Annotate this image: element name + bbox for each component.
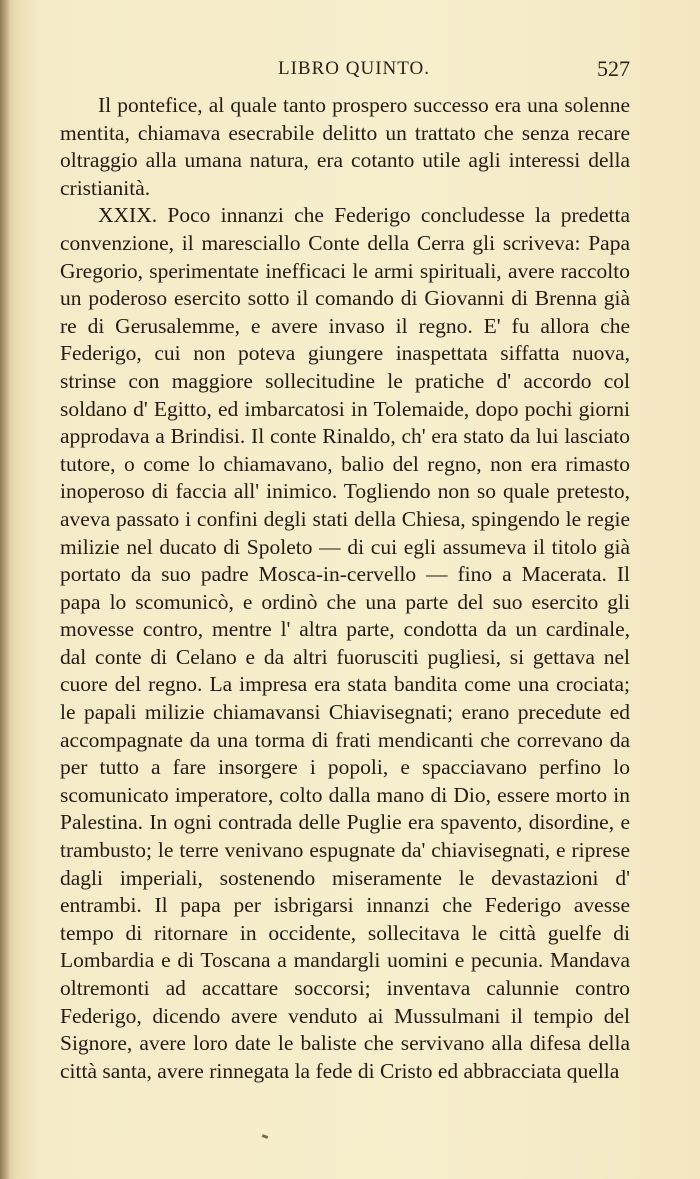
body-text (60, 92, 630, 1085)
paragraph-xxix: XXIX. Poco innanzi che Federigo concludesse la predetta convenzione, il maresciallo Conte della Cerra gli scriveva: Papa Gregorio, sperimentate inefficaci le armi spirituali, avere raccolto un poderoso esercito sotto il comando di Giovanni di Brenna già re di Gerusalemme, e avere invaso il regno. E' fu allora che Federigo, cui non poteva giungere inaspettata siffatta nuova, strinse con maggiore sollecitudine le pratiche d' accordo col soldano d' Egitto, ed imbarcatosi in Tolemaide, dopo pochi giorni approdava a Brindisi. Il conte Rinaldo, ch' era stato da lui lasciato tutore, o come lo chiamavano, balio del regno, non era rimasto inoperoso di faccia all' inimico. Togliendo non so quale pretesto, aveva passato i confini degli stati della Chiesa, spingendo le regie milizie nel ducato di Spoleto — di cui egli assumeva il titolo già portato da suo padre Mosca-in-cervello — fino a Macerata. Il papa lo scomunicò, e ordinò che una parte del suo esercito gli movesse contro, mentre l' altra parte, condotta da un cardinale, dal conte di Celano e da altri fuorusciti pugliesi, si gettava nel cuore del regno. La impresa era stata bandita come una crociata; le papali milizie chiamavansi Chiavisegnati; erano precedute ed accompagnate da una torma di frati mendicanti che correvano da per tutto a fare insorgere i popoli, e spacciavano perfino lo scomunicato imperatore, colto dalla mano di Dio, essere morto in Palestina. In ogni contrada delle Puglie era spavento, disordine, e trambusto; le terre venivano espugnate da' chiavisegnati, e riprese dagli imperiali, sostenendo miseramente le devastazioni d' entrambi. Il papa per isbrigarsi innanzi che Federigo avesse tempo di ritornare in occidente, sollecitava le città guelfe di Lombardia e di Toscana a mandargli uomini e pecunia. Mandava oltremonti ad accattare soccorsi; inventava calunnie contro Federigo, dicendo avere venduto ai Mussulmani il tempio del Signore, avere loro date le baliste che servivano alla difesa della città santa, avere rinnegata la fede di Cristo ed abbracciata quella (60, 203, 630, 1083)
page-binding-edge (0, 0, 10, 1179)
page-header (100, 58, 630, 86)
paragraph-continuation: Il pontefice, al quale tanto prospero successo era una solenne mentita, chiamava esecrabile delitto un trattato che senza recare oltraggio alla umana natura, era cotanto utile agli interessi della cristianità. (60, 93, 630, 200)
ink-speck (262, 1134, 269, 1139)
page-number: 527 (597, 56, 630, 81)
running-title: LIBRO QUINTO. (278, 58, 430, 79)
